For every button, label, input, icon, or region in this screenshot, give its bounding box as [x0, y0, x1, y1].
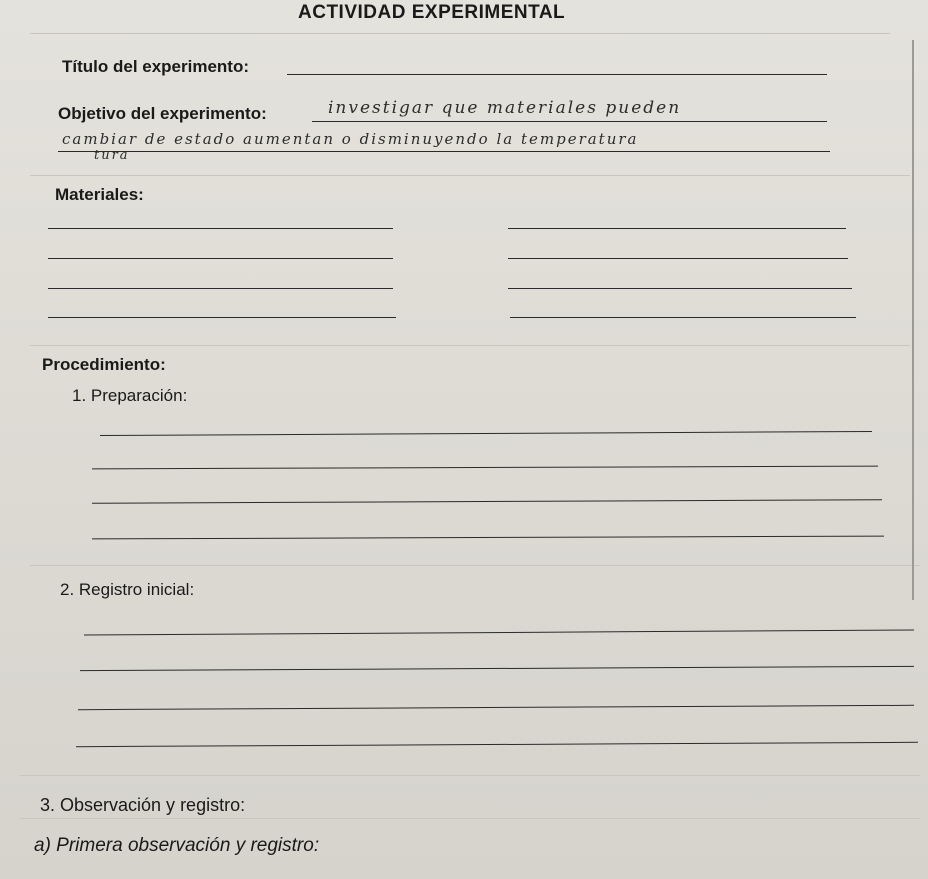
preparation-field[interactable]	[92, 536, 884, 540]
initial-record-field[interactable]	[80, 666, 914, 671]
page-edge	[912, 40, 914, 600]
page-title: ACTIVIDAD EXPERIMENTAL	[298, 2, 566, 23]
objective-handwriting-line1: investigar que materiales pueden	[328, 98, 682, 118]
preparation-field[interactable]	[92, 466, 878, 470]
preparation-field[interactable]	[92, 499, 882, 503]
initial-record-field[interactable]	[84, 629, 914, 635]
objective-label: Objetivo del experimento:	[58, 104, 267, 123]
materials-label: Materiales:	[55, 185, 144, 204]
first-observation-label: a) Primera observación y registro:	[34, 835, 320, 856]
step-observation-label: 3. Observación y registro:	[40, 795, 246, 815]
background-rule	[30, 175, 910, 176]
materials-field[interactable]	[48, 288, 393, 289]
objective-handwriting-line3: tura	[94, 148, 130, 163]
experiment-title-label: Título del experimento:	[62, 57, 250, 76]
objective-handwriting-line2: cambiar de estado aumentan o disminuyendo la temperatura	[62, 130, 639, 148]
materials-field[interactable]	[48, 317, 396, 318]
initial-record-field[interactable]	[78, 705, 914, 710]
background-rule	[30, 565, 920, 566]
materials-field[interactable]	[48, 228, 393, 229]
background-rule	[30, 33, 890, 34]
materials-field[interactable]	[510, 317, 856, 318]
materials-field[interactable]	[508, 228, 846, 229]
procedure-label: Procedimiento:	[42, 355, 166, 374]
step-initial-record-label: 2. Registro inicial:	[60, 580, 195, 599]
experiment-title-field[interactable]	[287, 74, 827, 75]
objective-field-line2[interactable]	[58, 151, 830, 152]
background-rule	[20, 818, 920, 819]
objective-field-line1[interactable]	[312, 121, 827, 122]
background-rule	[30, 345, 910, 346]
materials-field[interactable]	[48, 258, 393, 259]
preparation-field[interactable]	[100, 431, 872, 436]
materials-field[interactable]	[508, 288, 852, 289]
materials-field[interactable]	[508, 258, 848, 259]
background-rule	[20, 775, 920, 776]
step-preparation-label: 1. Preparación:	[72, 386, 188, 405]
initial-record-field[interactable]	[76, 742, 918, 747]
